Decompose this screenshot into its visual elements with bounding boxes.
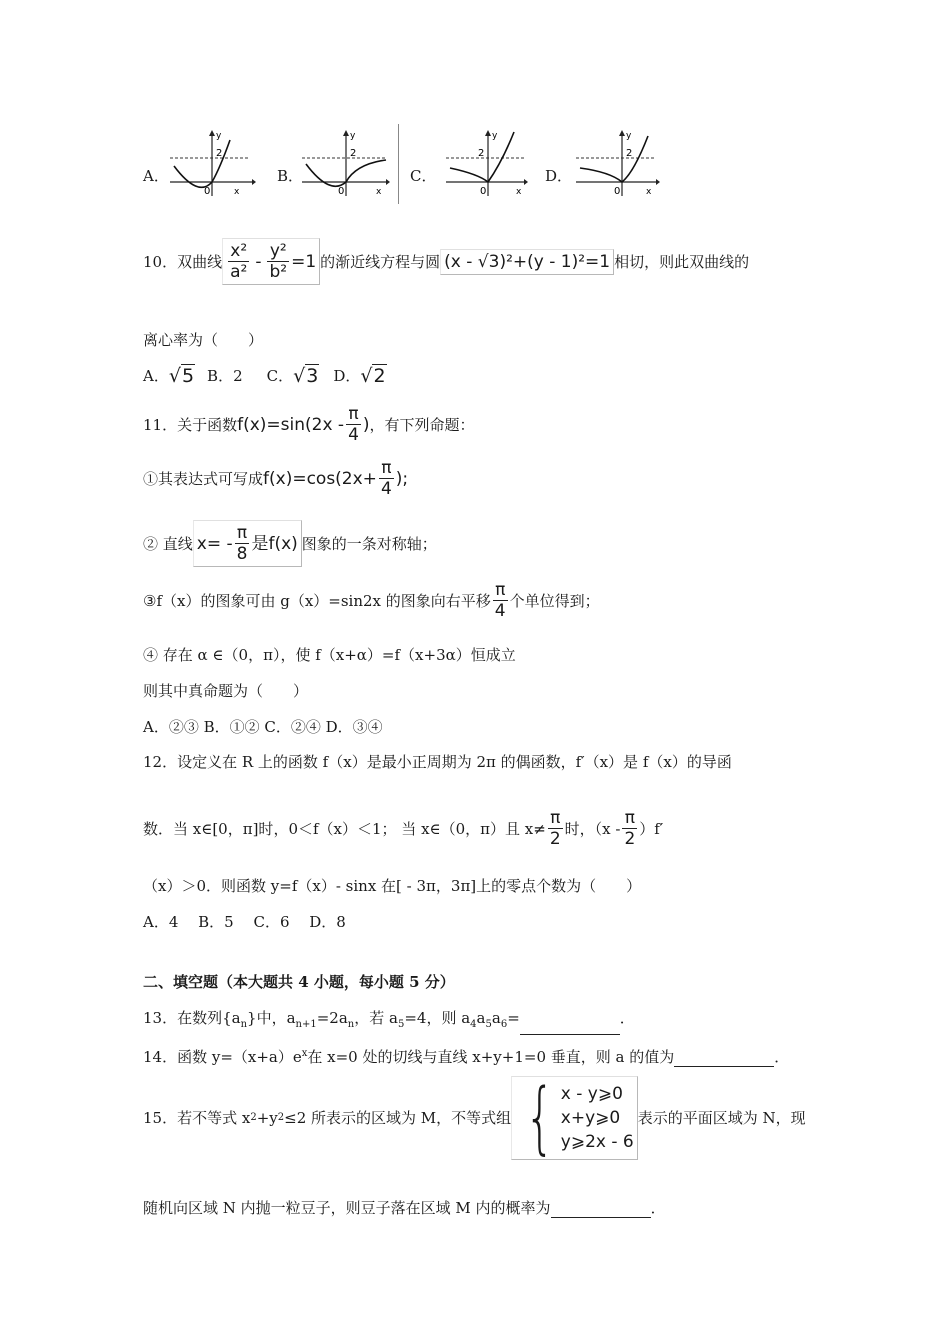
question-11 [143,404,475,445]
q12-line3: （x）＞0．则函数 y=f（x）- sinx 在[ - 3π，3π]上的零点个数为（ ） [143,877,642,895]
q11-p2-den: 8 [236,544,248,564]
q13-text-8: = [507,1009,520,1027]
q9-divider [398,124,399,204]
q11-p2-pi: π [236,523,248,543]
q11-proposition-2 [143,520,437,567]
q13-sub-5-2: 5 [485,1019,492,1030]
q15-inequality-system [511,1073,638,1163]
q13-sub-4: 4 [470,1019,477,1030]
q10-option-a: A． [143,367,169,385]
q13-end: ． [619,1009,635,1027]
q12-line2-c: ）f′ [639,819,664,838]
q11-p1-pi: π [381,458,392,478]
q10-line2: 离心率为（ ） [143,331,264,349]
q12-line2 [143,808,663,849]
q13-text-3: =2a [316,1009,348,1027]
q13-answer-blank[interactable] [520,1018,620,1035]
q11-p2-suffix: 图象的一条对称轴； [301,534,437,553]
q10-number: 10． [143,252,178,271]
q11-p1-close: ); [395,468,409,489]
q9-d-origin: 0 [614,186,621,197]
q9-c-ytick: 2 [478,148,485,159]
q13-text-7: a [491,1009,501,1027]
q9-b-origin: 0 [338,186,345,197]
q12-pi-2: π [624,808,635,828]
q15-answer-blank[interactable] [551,1201,651,1218]
q9-option-a-label: A． [143,167,169,185]
q11-p1-prefix: ①其表达式可写成 [143,469,264,488]
q10-options [143,366,387,386]
question-10 [143,238,749,285]
q14-text-2: 在 x=0 处的切线与直线 x+y+1=0 垂直，则 a 的值为 [307,1048,675,1066]
q12-options: A．4 B．5 C．6 D．8 [143,913,346,931]
q11-p3-text2: 个单位得到； [509,591,600,610]
q14-end: ． [774,1048,790,1066]
q9-graph-c [444,128,528,198]
q15-text-3: ≤2 所表示的区域为 M，不等式组 [284,1109,512,1127]
q11-p2-math1: x= - [196,533,233,554]
q9-c-ylabel: y [492,131,498,141]
q9-option-c-label: C． [410,167,437,185]
q9-d-ytick: 2 [626,148,633,159]
q12-line1: 12．设定义在 R 上的函数 f（x）是最小正周期为 2π 的偶函数，f′（x）是 f（x）的导函 [143,753,732,771]
q11-p1-function: f(x)=cos(2x+ [263,468,377,489]
q10-option-d: D． [333,367,361,385]
q9-c-xlabel: x [516,187,522,197]
q9-graph-b [300,128,390,198]
q9-c-origin: 0 [480,186,487,197]
q13-text-5: =4，则 a [404,1009,471,1027]
q14-answer-blank[interactable] [674,1050,774,1067]
q10-option-c-value: √3 [293,365,319,387]
q9-option-d-label: D． [545,167,573,185]
q9-graph-d [574,128,660,198]
q15-sup-2: 2 [277,1112,285,1123]
q11-p1-four: 4 [380,479,392,499]
q13-sub-5: 5 [397,1019,405,1030]
question-14 [143,1044,789,1067]
q10-option-d-value: √2 [360,365,386,387]
q15-ineq-1: x - y⩾0 [560,1084,623,1104]
q11-proposition-4: ④ 存在 α ∈（0，π），使 f（x+α）=f（x+3α）恒成立 [143,646,516,664]
q12-line2-b: 时，（x - [564,819,621,838]
q10-text1: 双曲线 [177,252,223,271]
q10-text2: 的渐近线方程与圆 [320,252,441,271]
q15-text-4: 表示的平面区域为 N，现 [637,1109,806,1127]
q11-p2-math [193,520,302,567]
q11-p2-prefix: ② 直线 [143,534,193,553]
q12-line2-a: 数．当 x∈[0，π]时，0＜f（x）＜1； 当 x∈（0，π）且 x≠ [143,819,546,838]
q10-minus: - [255,251,262,272]
q11-function: f(x)=sin(2x - [237,414,345,435]
q13-sub-n-2: n [347,1019,355,1030]
q9-a-ylabel: y [216,131,222,141]
q9-b-ylabel: y [350,131,356,141]
q11-pi: π [348,404,359,424]
q11-ask: 则其中真命题为（ ） [143,682,309,700]
q13-text-2: }中，a [247,1009,296,1027]
q9-b-ytick: 2 [350,148,357,159]
q15-ineq-3: y⩾2x - 6 [560,1132,634,1152]
q9-a-origin: 0 [204,186,211,197]
q15-sup-1: 2 [250,1112,257,1123]
q11-p2-math2: 是f(x) [251,533,298,554]
q10-frac2-num: y² [269,241,287,261]
q10-frac1-num: x² [230,241,248,261]
q9-d-ylabel: y [626,131,632,141]
q11-proposition-3 [143,580,600,621]
q13-text-4: ，若 a [354,1009,398,1027]
q14-sup-x: x [301,1048,308,1059]
q11-p3-pi: π [495,580,506,600]
q13-sub-n1: n+1 [295,1019,317,1030]
question-13 [143,1008,635,1035]
section-2-title: 二、填空题（本大题共 4 小题，每小题 5 分） [143,973,455,991]
q15-text-2: +y [256,1109,278,1127]
q9-a-xlabel: x [234,187,240,197]
q11-text1: 关于函数 [177,415,238,434]
q9-d-xlabel: x [646,187,652,197]
q11-p3-four: 4 [494,601,506,621]
q11-p3-text1: ③f（x）的图象可由 g（x）=sin2x 的图象向右平移 [143,591,491,610]
q13-sub-6: 6 [500,1019,508,1030]
q10-eq: =1 [291,251,317,272]
q15-ineq-2: x+y⩾0 [560,1108,621,1128]
q10-frac2-den: b² [269,262,288,282]
question-15 [143,1073,806,1163]
q10-option-b: B．2 [207,367,243,385]
q9-a-ytick: 2 [216,148,223,159]
q10-option-a-value: √5 [168,365,195,387]
q11-number: 11． [143,415,178,434]
q11-text2: ，有下列命题： [369,415,475,434]
q10-text3: 相切，则此双曲线的 [614,252,750,271]
q9-graph-a [168,128,256,198]
q13-text-1: 13．在数列{a [143,1009,241,1027]
q15-brace: { [525,1073,555,1163]
q9-b-xlabel: x [376,187,382,197]
q11-four: 4 [348,425,359,445]
q15-text-1: 15．若不等式 x [143,1109,251,1127]
q11-proposition-1 [143,458,408,499]
q15-line2 [143,1198,666,1218]
q13-sub-n: n [240,1019,248,1030]
q10-hyperbola-equation [222,238,320,285]
q9-option-b-label: B． [277,167,304,185]
q11-close: ) [362,414,370,435]
q10-circle-equation: (x - √3)²+(y - 1)²=1 [440,249,614,275]
q10-frac1-den: a² [230,262,248,282]
q12-two-1: 2 [549,829,561,849]
q12-two-2: 2 [624,829,636,849]
q15-line2-text: 随机向区域 N 内抛一粒豆子，则豆子落在区域 M 内的概率为 [143,1199,551,1217]
q10-option-c: C． [266,367,294,385]
q15-end: ． [650,1199,666,1217]
q11-options: A．②③ B．①② C．②④ D．③④ [143,718,383,736]
q13-text-6: a [476,1009,486,1027]
q12-pi-1: π [550,808,561,828]
q14-text-1: 14．函数 y=（x+a）e [143,1048,302,1066]
